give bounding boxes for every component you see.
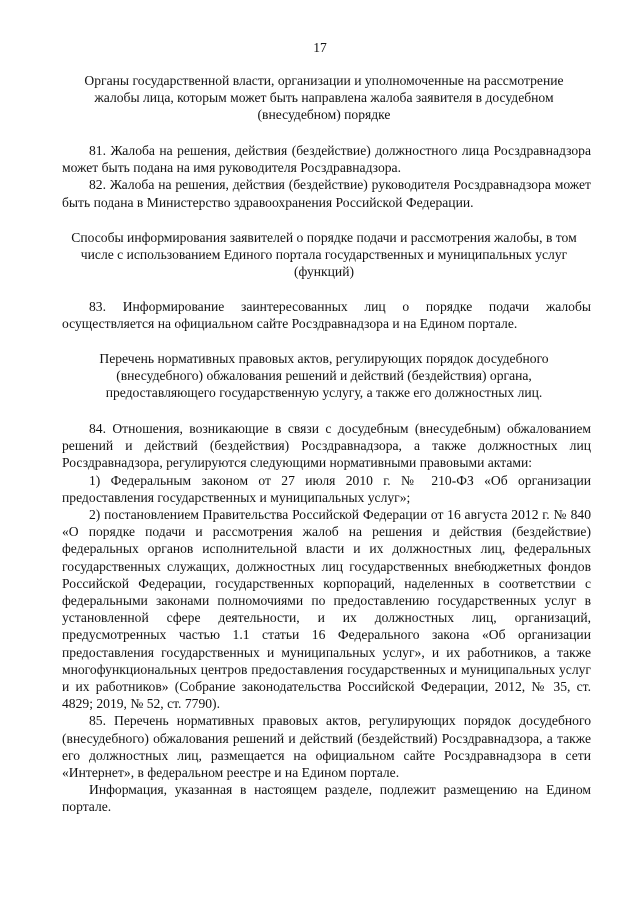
paragraph-portal-info: Информация, указанная в настоящем разделе, подлежит размещению на Едином портале. — [62, 782, 591, 815]
section-body-informing — [62, 298, 591, 332]
section-heading-complaint-bodies: Органы государственной власти, организации и уполномоченные на рассмотрение жалобы лица, которым может быть направлена жалоба заявителя в досудебном (внесудебном) порядке — [84, 73, 564, 123]
section-heading-legal-acts: Перечень нормативных правовых актов, регулирующих порядок досудебного (внесудебного) обжалования решений и действий (бездействия) органа, предоставляющего государственную услугу, а также его должностных лиц. — [99, 351, 549, 401]
paragraph-82: 82. Жалоба на решения, действия (бездействие) руководителя Росздравнадзора может быть подана в Министерство здравоохранения Российской Федерации. — [62, 177, 591, 210]
list-item-2: 2) постановлением Правительства Российской Федерации от 16 августа 2012 г. № 840 «О порядке подачи и рассмотрения жалоб на решения и действия (бездействие) федеральных органов исполнительной власти и их должностных лиц, федеральных государственных служащих, должностных лиц государственных внебюджетных фондов Российской Федерации, государственных корпораций, наделенных в соответствии с федеральными законами полномочиями по предоставлению государственных услуг в установленной сфере деятельности, и их должностных лиц, организаций, предусмотренных частью 1.1 статьи 16 Федерального закона «Об организации предоставления государственных и муниципальных услуг», и их работников, а также многофункциональных центров предоставления государственных и муниципальных услуг и их работников» (Собрание законодательства Российской Федерации, 2012, № 35, ст. 4829; 2019, № 52, ст. 7790). — [62, 507, 591, 712]
paragraph-84: 84. Отношения, возникающие в связи с досудебным (внесудебным) обжалованием решений и действий (бездействия) Росздравнадзора, а также должностных лиц Росздравнадзора, регулируются следующими нормативными правовыми актами: — [62, 421, 591, 471]
section-heading-informing: Способы информирования заявителей о порядке подачи и рассмотрения жалобы, в том числе с использованием Единого портала государственных и муниципальных услуг (функций) — [71, 230, 577, 280]
paragraph-85: 85. Перечень нормативных правовых актов, регулирующих порядок досудебного (внесудебного) обжалования решений и действий (бездействий) Росздравнадзора, а также его должностных лиц, размещается на официальном сайте Росздравнадзора в сети «Интернет», в федеральном реестре и на Едином портале. — [62, 713, 591, 781]
paragraph-81: 81. Жалоба на решения, действия (бездействие) должностного лица Росздравнадзора может быть подана на имя руководителя Росздравнадзора. — [62, 143, 591, 176]
list-item-1: 1) Федеральным законом от 27 июля 2010 г. № 210-ФЗ «Об организации предоставления государственных и муниципальных услуг»; — [62, 472, 591, 505]
paragraph-83: 83. Информирование заинтересованных лиц о порядке подачи жалобы осуществляется на официальном сайте Росздравнадзора и на Едином портале. — [62, 299, 591, 332]
page-number: 17 — [313, 40, 327, 55]
section-body-complaint-bodies — [62, 142, 591, 211]
section-body-legal-acts — [62, 420, 591, 816]
